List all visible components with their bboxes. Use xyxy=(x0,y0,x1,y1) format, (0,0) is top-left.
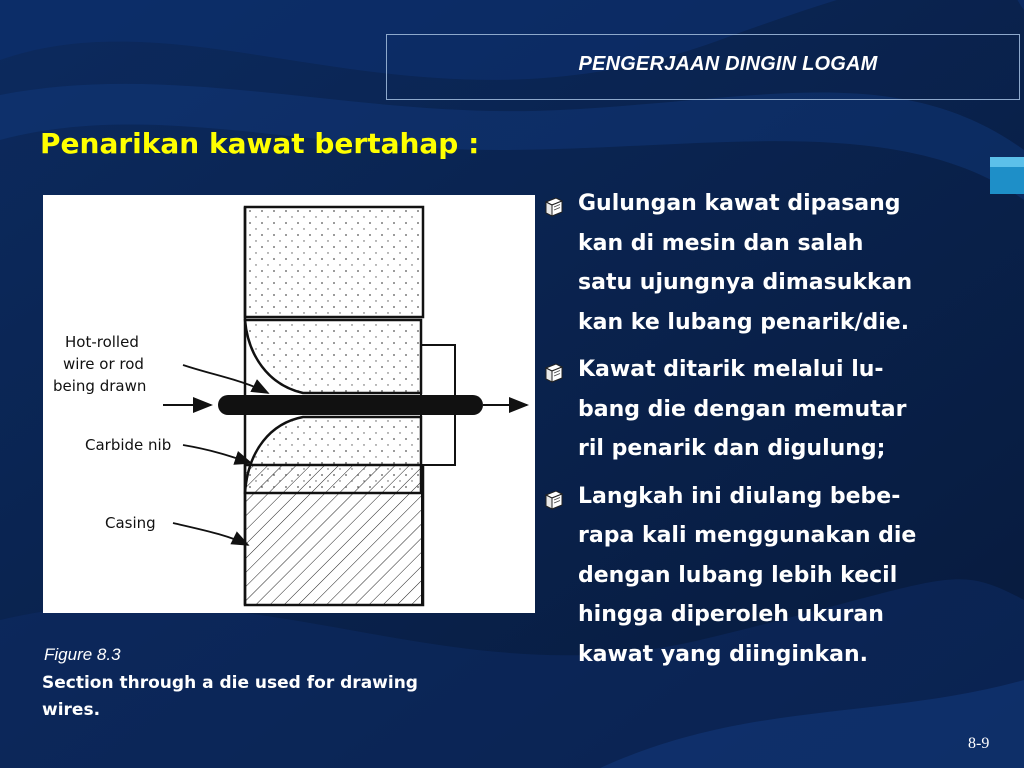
label-wire-2: wire or rod xyxy=(63,355,144,373)
book-icon xyxy=(542,362,566,384)
bullet-item xyxy=(540,350,1010,469)
carbide-nib-upper xyxy=(245,320,421,393)
wire-rod xyxy=(218,395,483,415)
slide-title: PENGERJAAN DINGIN LOGAM xyxy=(578,53,878,75)
label-casing: Casing xyxy=(105,514,156,532)
casing-top xyxy=(245,207,423,317)
label-wire-1: Hot-rolled xyxy=(65,333,139,351)
bullet-text: Kawat ditarik melalui lu- bang die dengan memutar ril penarik dan digulung; xyxy=(578,357,907,461)
page-number: 8-9 xyxy=(968,735,990,752)
bullet-text: Gulungan kawat dipasang kan di mesin dan salah satu ujungnya dimasukkan kan ke lubang penarik/die. xyxy=(578,191,913,335)
die-diagram xyxy=(43,195,535,613)
label-nib: Carbide nib xyxy=(85,436,172,454)
book-icon xyxy=(542,196,566,218)
section-heading: Penarikan kawat bertahap : xyxy=(40,127,480,160)
bullet-list xyxy=(540,184,1010,682)
bullet-text: Langkah ini diulang bebe- rapa kali menggunakan die dengan lubang lebih kecil hingga diperoleh ukuran kawat yang diinginkan. xyxy=(578,483,917,667)
figure-number: Figure 8.3 xyxy=(44,645,121,664)
figure-caption: Section through a die used for drawing wires. xyxy=(42,673,418,720)
bullet-item xyxy=(540,184,1010,342)
carbide-nib-lower xyxy=(245,417,421,493)
wire-drawing-figure xyxy=(43,195,535,613)
label-wire-3: being drawn xyxy=(53,377,147,395)
title-box xyxy=(386,34,1020,100)
book-icon xyxy=(542,489,566,511)
bullet-item xyxy=(540,477,1010,675)
